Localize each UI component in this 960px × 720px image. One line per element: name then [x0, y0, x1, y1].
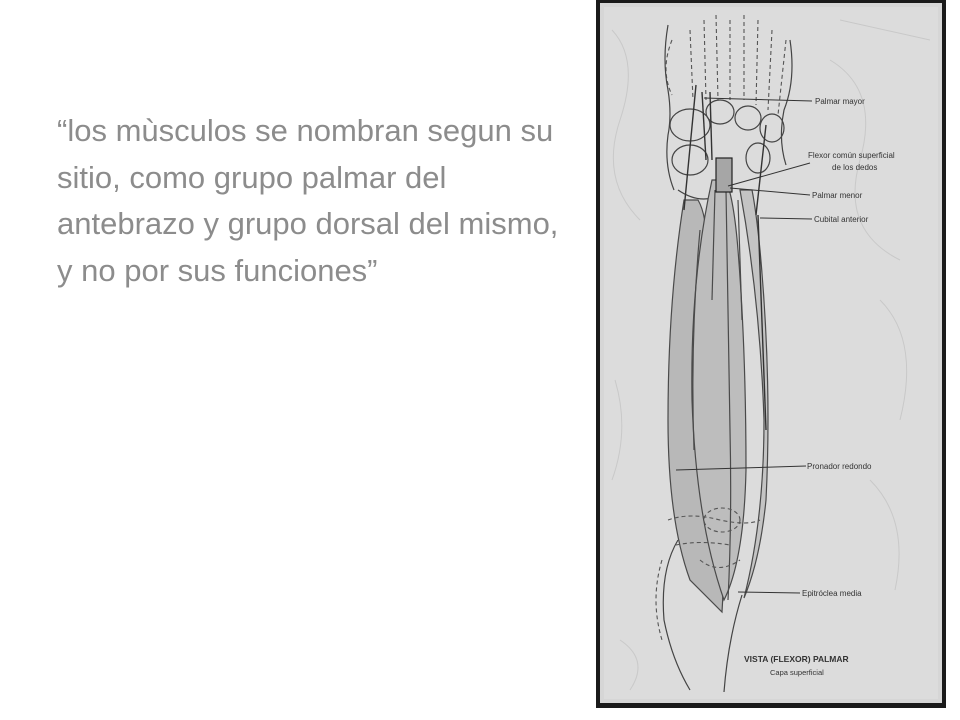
label-flexor-comun-line1: Flexor común superficial: [808, 151, 895, 160]
tendon-bundle: [716, 158, 732, 192]
quote-text: “los mùsculos se nombran segun su sitio, como grupo palmar del antebrazo y grupo dorsal del mismo, y no por sus funciones”: [57, 113, 559, 288]
label-palmar-menor: Palmar menor: [812, 191, 863, 200]
forearm-anatomy-illustration: [596, 0, 946, 708]
label-flexor-comun-line2: de los dedos: [832, 163, 878, 172]
figure-caption-title: VISTA (FLEXOR) PALMAR: [744, 654, 849, 664]
figure-caption-subtitle: Capa superficial: [770, 668, 824, 677]
label-cubital-anterior: Cubital anterior: [814, 215, 869, 224]
label-pronador-redondo: Pronador redondo: [807, 462, 872, 471]
label-palmar-mayor: Palmar mayor: [815, 97, 865, 106]
label-epitroclea-media: Epitróclea media: [802, 589, 862, 598]
